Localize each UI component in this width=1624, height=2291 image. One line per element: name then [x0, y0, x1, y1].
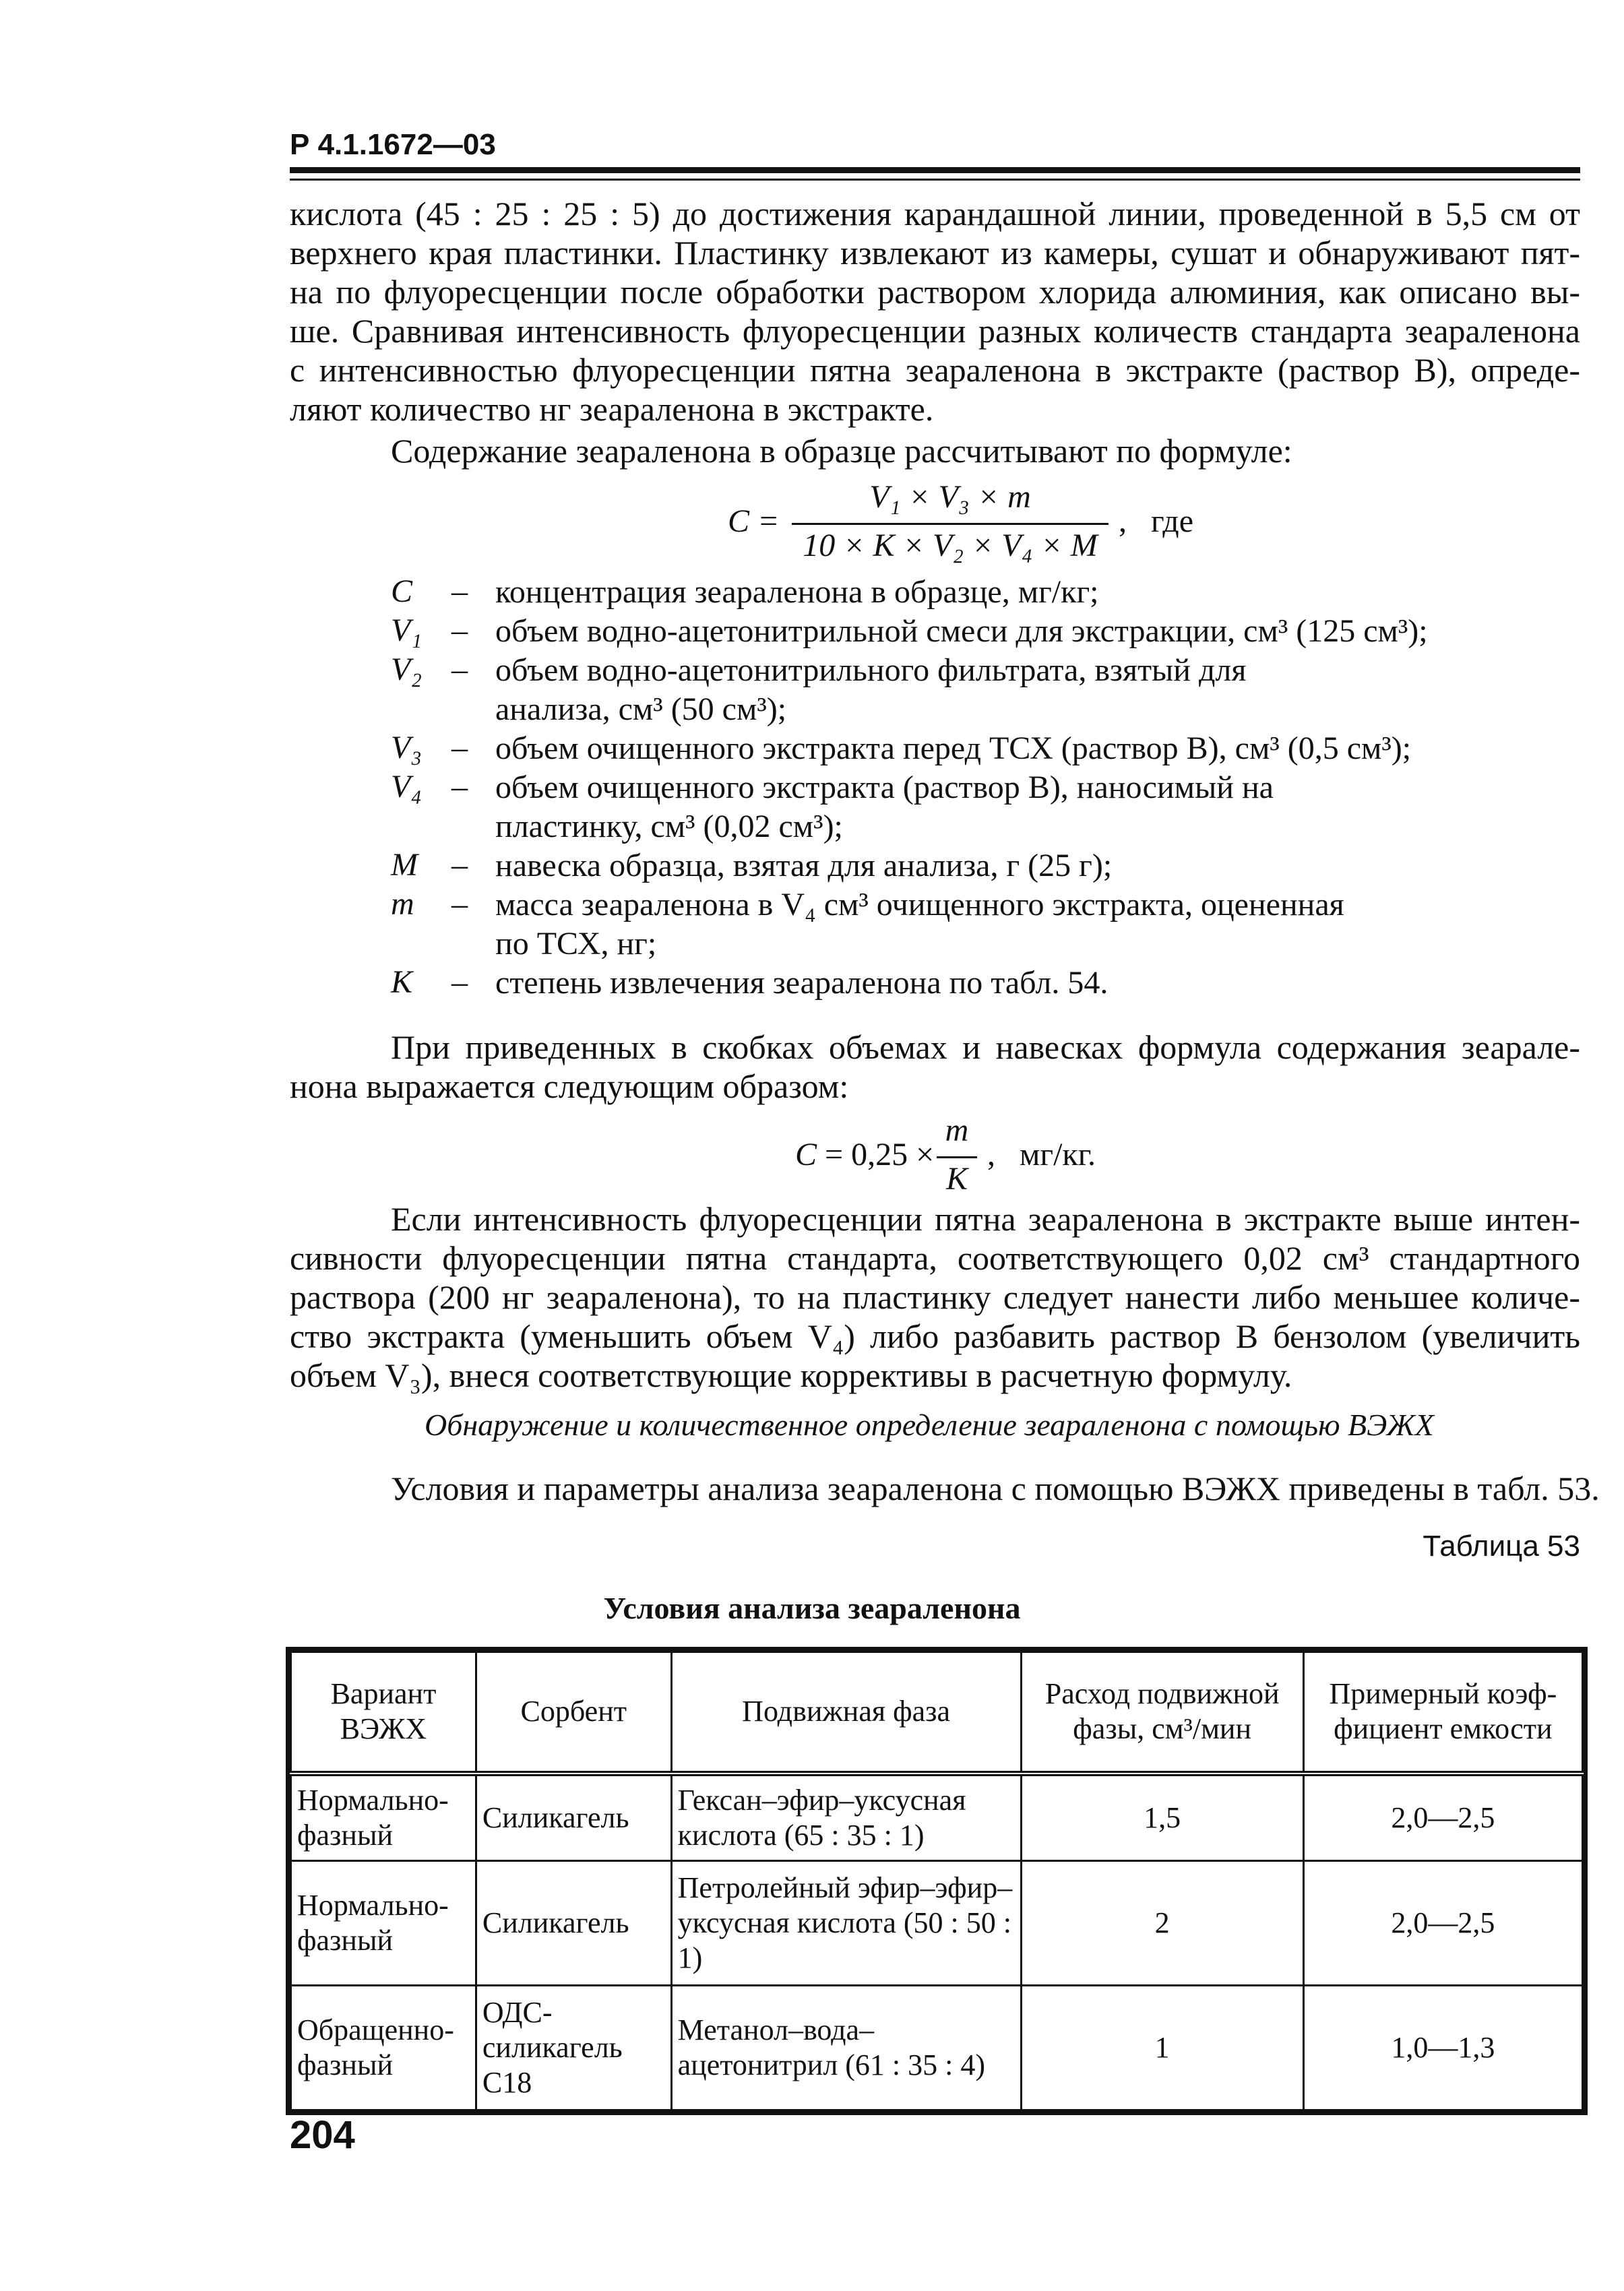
text-line: нона выражается следующим образом: [290, 1067, 849, 1105]
formula-fraction [792, 478, 1108, 573]
text-line: ляют количество нг зеараленона в экстракте. [290, 390, 934, 428]
text-line: ше. Сравнивая интенсивность флуоресценции разных количеств стандарта зеараленона [290, 312, 1580, 350]
formula-denominator: 10 × K × V₂ × V₄ × M [803, 528, 1098, 563]
definition-dash: – [451, 769, 468, 805]
column-header: Подвижная фаза [671, 1652, 1021, 1774]
definition-text: объем водно-ацетонитрильной смеси для экстракции, см³ (125 см³); [495, 613, 1428, 649]
text-line: раствора (200 нг зеараленона), то на пластинку следует нанести либо меньшее количе- [290, 1278, 1580, 1316]
definition-symbol: V₁ [391, 613, 423, 648]
definition-text: пластинку, см³ (0,02 см³); [495, 809, 843, 844]
paragraph-method-tlc [290, 194, 1580, 429]
column-header: Сорбент [476, 1652, 671, 1774]
table-cell: Силикагель [476, 1861, 671, 1986]
table-row [291, 1774, 1583, 1861]
definition-symbol: M [391, 847, 418, 883]
table-cell: 2,0—2,5 [1303, 1861, 1582, 1986]
definition-text: концентрация зеараленона в образце, мг/кг; [495, 574, 1099, 610]
definition-symbol: V₃ [391, 730, 423, 765]
definition-text: навеска образца, взятая для анализа, г (25 г); [495, 848, 1113, 883]
text-line: с интенсивностью флуоресценции пятна зеараленона в экстракте (раствор В), опреде- [290, 351, 1580, 389]
definition-symbol: K [391, 964, 413, 1000]
table-row [291, 1861, 1583, 1986]
table-cell: 2 [1021, 1861, 1303, 1986]
formula-denominator: K [945, 1161, 968, 1197]
column-header: Примерный коэф-фициент емкости [1303, 1652, 1582, 1774]
page-number: 204 [290, 2113, 355, 2157]
table-cell: Петролейный эфир–эфир–уксусная кислота (50 : 50 : 1) [671, 1861, 1021, 1986]
text-line: Если интенсивность флуоресценции пятна зеараленона в экстракте выше интен- [391, 1200, 1580, 1238]
table-cell: Нормально-фазный [291, 1861, 476, 1986]
table-cell: Гексан–эфир–уксусная кислота (65 : 35 : 1) [671, 1774, 1021, 1861]
formula-lhs: C = [728, 503, 780, 539]
definition-dash: – [451, 964, 468, 1000]
paragraph-simplified-intro [290, 1028, 1580, 1106]
header-rule-thick [290, 167, 1580, 173]
definition-symbol: m [391, 886, 414, 922]
table-row [291, 1986, 1583, 2110]
table-cell: 1,5 [1021, 1774, 1303, 1861]
fraction-bar [937, 1156, 977, 1158]
formula-suffix: , где [1119, 503, 1194, 539]
table-cell: Силикагель [476, 1774, 671, 1861]
fraction-bar [792, 523, 1108, 525]
paragraph-hplc-intro [391, 1469, 1600, 1508]
definition-text: масса зеараленона в V₄ см³ очищенного экстракта, оцененная [495, 887, 1344, 922]
text-line: При приведенных в скобках объемах и навесках формула содержания зеарале- [391, 1028, 1580, 1066]
definition-text: объем водно-ацетонитрильного фильтрата, взятый для [495, 652, 1247, 688]
definition-text: степень извлечения зеараленона по табл. 54. [495, 965, 1108, 1001]
table-title: Условия анализа зеараленона [603, 1591, 1021, 1625]
definition-dash: – [451, 613, 468, 648]
text-line: ство экстракта (уменьшить объем V₄) либо разбавить раствор В бензолом (увеличить [290, 1317, 1580, 1355]
text-line: на по флуоресценции после обработки раствором хлорида алюминия, как описано вы- [290, 273, 1580, 311]
definition-text: анализа, см³ (50 см³); [495, 691, 787, 727]
header-rule-thin [290, 179, 1580, 181]
definition-dash: – [451, 573, 468, 609]
definition-dash: – [451, 886, 468, 922]
text-line: кислота (45 : 25 : 25 : 5) до достижения карандашной линии, проведенной в 5,5 см от [290, 195, 1580, 232]
paragraph-formula-intro [391, 431, 1580, 470]
definition-text: объем очищенного экстракта перед ТСХ (раствор В), см³ (0,5 см³); [495, 730, 1412, 766]
definition-dash: – [451, 652, 468, 687]
definition-text: по ТСХ, нг; [495, 926, 657, 962]
table-number: Таблица 53 [1423, 1530, 1580, 1563]
table-cell: ОДС-силикагель С18 [476, 1986, 671, 2110]
table-cell: 2,0—2,5 [1303, 1774, 1582, 1861]
column-header: Расход подвижной фазы, см³/мин [1021, 1652, 1303, 1774]
text-line: объем V₃), внеся соответствующие коррективы в расчетную формулу. [290, 1356, 1292, 1394]
definition-dash: – [451, 847, 468, 883]
table-cell: Нормально-фазный [291, 1774, 476, 1861]
table-header-row [291, 1652, 1583, 1774]
text-line: верхнего края пластинки. Пластинку извлекают из камеры, сушат и обнаруживают пят- [290, 234, 1580, 272]
column-header: Вариант ВЭЖХ [291, 1652, 476, 1774]
formula-fraction [937, 1112, 977, 1206]
text-line: Содержание зеараленона в образце рассчитывают по формуле: [391, 432, 1292, 470]
formula-lhs: C = 0,25 × [795, 1137, 935, 1172]
table-cell: 1 [1021, 1986, 1303, 2110]
paragraph-dilution-note [290, 1199, 1580, 1395]
definition-symbol: C [391, 573, 413, 609]
text-line: Условия и параметры анализа зеараленона с помощью ВЭЖХ приведены в табл. 53. [391, 1470, 1600, 1507]
hplc-conditions-table [290, 1651, 1584, 2111]
definition-text: объем очищенного экстракта (раствор В), наносимый на [495, 770, 1274, 805]
table-cell: Метанол–вода–ацетонитрил (61 : 35 : 4) [671, 1986, 1021, 2110]
document-header: Р 4.1.1672—03 [290, 128, 496, 161]
formula-numerator: m [945, 1112, 969, 1148]
text-line: сивности флуоресценции пятна стандарта, соответствующего 0,02 см³ стандартного [290, 1239, 1580, 1277]
definition-symbol: V₂ [391, 652, 423, 687]
table-cell: Обращенно-фазный [291, 1986, 476, 2110]
table-cell: 1,0—1,3 [1303, 1986, 1582, 2110]
definition-symbol: V₄ [391, 769, 423, 805]
formula-suffix: , мг/кг. [987, 1137, 1096, 1172]
definition-dash: – [451, 730, 468, 765]
formula-numerator: V₁ × V₃ × m [869, 479, 1031, 515]
section-heading-hplc: Обнаружение и количественное определение зеараленона с помощью ВЭЖХ [425, 1408, 1434, 1442]
